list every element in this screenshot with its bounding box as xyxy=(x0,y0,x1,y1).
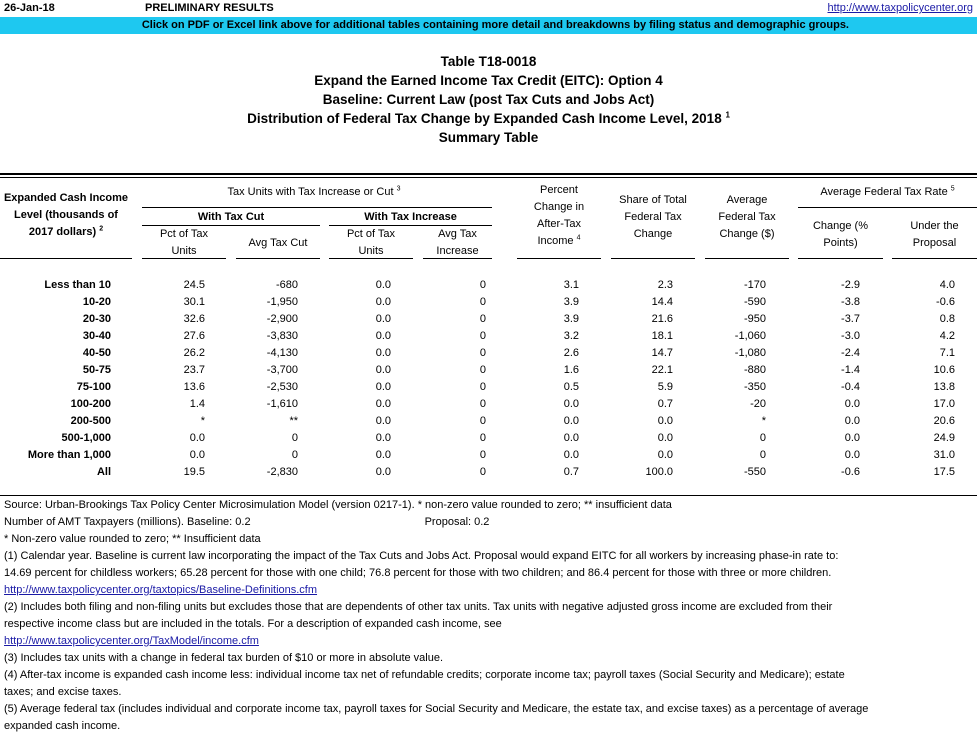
cell-inc-pct: 0.0 xyxy=(375,466,391,478)
footnote-5b: expanded cash income. xyxy=(4,720,121,732)
col-income-level-l3-text: 2017 dollars) xyxy=(28,226,97,238)
cell-rate-change: 0.0 xyxy=(844,415,860,427)
cell-share: 0.0 xyxy=(657,432,673,444)
cell-inc-avg: 0 xyxy=(479,313,486,325)
cell-cut-pct: 32.6 xyxy=(183,313,205,325)
col-inc-pct-l1: Pct of Tax xyxy=(346,228,396,240)
col-underline xyxy=(0,258,132,259)
footnote-4a: (4) After-tax income is expanded cash income less: individual income tax net of refundable credits; corporate income tax; payroll taxes (Social Security and Medicare); estate xyxy=(4,669,845,681)
title-block xyxy=(0,52,977,147)
row-label: Less than 10 xyxy=(44,279,111,291)
footnote-ref: 5 xyxy=(950,185,955,193)
col-inc-avg xyxy=(423,226,492,260)
cell-pct-change: 3.1 xyxy=(563,279,579,291)
cell-rate-under: -0.6 xyxy=(936,296,955,308)
col-underline xyxy=(892,258,977,259)
cell-rate-change: -3.7 xyxy=(841,313,860,325)
cell-cut-avg: -4,130 xyxy=(266,347,298,359)
col-inc-avg-l1: Avg Tax xyxy=(438,228,477,240)
table-row xyxy=(0,311,977,328)
cell-avg-change: -350 xyxy=(743,381,766,393)
col-rate-under-l1: Under the xyxy=(910,220,959,232)
cell-rate-change: 0.0 xyxy=(844,398,860,410)
cell-inc-avg: 0 xyxy=(479,398,486,410)
col-underline xyxy=(236,258,320,259)
cell-rate-change: -2.9 xyxy=(841,279,860,291)
cell-pct-change: 3.9 xyxy=(563,313,579,325)
col-pct-change-l1: Percent xyxy=(540,184,578,196)
cell-pct-change: 3.2 xyxy=(563,330,579,342)
top-bar xyxy=(0,0,977,17)
cell-avg-change: * xyxy=(761,415,766,427)
col-cut-pct-l1: Pct of Tax xyxy=(159,228,209,240)
cell-cut-pct: 26.2 xyxy=(183,347,205,359)
cell-cut-avg: -3,700 xyxy=(266,364,298,376)
col-rate-change-l1: Change (% xyxy=(812,220,869,232)
cell-inc-pct: 0.0 xyxy=(375,415,391,427)
table-bottom-rule xyxy=(0,495,977,496)
cell-avg-change: -170 xyxy=(743,279,766,291)
cell-rate-change: -0.6 xyxy=(841,466,860,478)
col-group-avg-rate xyxy=(798,184,977,201)
cell-avg-change: -1,080 xyxy=(734,347,766,359)
cell-share: 14.7 xyxy=(651,347,673,359)
cell-avg-change: -880 xyxy=(743,364,766,376)
footnote-3: (3) Includes tax units with a change in federal tax burden of $10 or more in absolute value. xyxy=(4,652,444,664)
footnote-5a: (5) Average federal tax (includes individual and corporate income tax, payroll taxes for Social Security and Medicare, the estate tax, and excise taxes) as a percentage of average xyxy=(4,703,869,715)
title-line-3 xyxy=(0,109,977,128)
col-avg-change xyxy=(705,192,789,243)
cell-cut-pct: 24.5 xyxy=(183,279,205,291)
footnote-1a: (1) Calendar year. Baseline is current law incorporating the impact of the Tax Cuts and Jobs Act. Proposal would expand EITC for all workers by increasing phase-in rate to: xyxy=(4,550,839,562)
cell-avg-change: -20 xyxy=(750,398,766,410)
cell-share: 22.1 xyxy=(651,364,673,376)
cell-inc-avg: 0 xyxy=(479,381,486,393)
cell-pct-change: 1.6 xyxy=(563,364,579,376)
col-share-l2: Federal Tax xyxy=(624,211,682,223)
col-pct-change-l3: After-Tax xyxy=(536,218,581,230)
row-label: 30-40 xyxy=(82,330,111,342)
col-cut-avg: Avg Tax Cut xyxy=(248,237,308,249)
cell-cut-pct: 19.5 xyxy=(183,466,205,478)
cell-inc-pct: 0.0 xyxy=(375,398,391,410)
col-underline xyxy=(423,258,492,259)
cell-inc-avg: 0 xyxy=(479,449,486,461)
col-pct-change-l4-text: Income xyxy=(537,235,574,247)
footnotes xyxy=(4,497,976,735)
table-row xyxy=(0,294,977,311)
table-row xyxy=(0,328,977,345)
col-avg-change-l3: Change ($) xyxy=(719,228,775,240)
row-label: 50-75 xyxy=(82,364,111,376)
cell-inc-pct: 0.0 xyxy=(375,449,391,461)
footnote-ref: 3 xyxy=(396,185,401,193)
table-row xyxy=(0,345,977,362)
row-label: 200-500 xyxy=(70,415,111,427)
footnote-ref: 1 xyxy=(725,110,730,120)
col-avg-change-l2: Federal Tax xyxy=(718,211,776,223)
title-line-1: Expand the Earned Income Tax Credit (EITC): Option 4 xyxy=(314,73,663,88)
cell-rate-under: 7.1 xyxy=(939,347,955,359)
col-group-avg-rate-text: Average Federal Tax Rate xyxy=(820,186,948,198)
footnote-2b: respective income class but are included in the totals. For a description of expanded cash income, see xyxy=(4,618,502,630)
amt-baseline: Number of AMT Taxpayers (millions). Baseline: 0.2 xyxy=(4,516,251,528)
cell-cut-avg: -2,900 xyxy=(266,313,298,325)
cell-rate-under: 13.8 xyxy=(933,381,955,393)
col-share-l3: Change xyxy=(633,228,673,240)
table-row xyxy=(0,396,977,413)
cell-rate-under: 20.6 xyxy=(933,415,955,427)
col-group-with-tax-cut: With Tax Cut xyxy=(197,211,265,223)
header-top-rule-2 xyxy=(0,177,977,178)
cell-rate-under: 31.0 xyxy=(933,449,955,461)
table-row xyxy=(0,362,977,379)
cell-rate-change: 0.0 xyxy=(844,432,860,444)
cell-inc-pct: 0.0 xyxy=(375,296,391,308)
cell-share: 18.1 xyxy=(651,330,673,342)
table-row xyxy=(0,447,977,464)
cell-cut-avg: 0 xyxy=(291,449,298,461)
cell-rate-change: -0.4 xyxy=(841,381,860,393)
cell-rate-under: 0.8 xyxy=(939,313,955,325)
row-label: 10-20 xyxy=(82,296,111,308)
col-cut-pct-l2: Units xyxy=(171,245,197,257)
col-underline xyxy=(142,207,492,208)
cell-inc-avg: 0 xyxy=(479,330,486,342)
cell-cut-pct: 0.0 xyxy=(189,449,205,461)
cell-share: 100.0 xyxy=(645,466,673,478)
row-label: 20-30 xyxy=(82,313,111,325)
col-group-tax-units xyxy=(142,184,486,201)
cell-cut-pct: 1.4 xyxy=(189,398,205,410)
col-underline xyxy=(611,258,695,259)
col-cut-pct xyxy=(142,226,226,260)
cell-inc-avg: 0 xyxy=(479,296,486,308)
income-definition-link[interactable]: http://www.taxpolicycenter.org/TaxModel/income.cfm xyxy=(4,635,259,647)
cell-cut-pct: 13.6 xyxy=(183,381,205,393)
cell-cut-pct: * xyxy=(200,415,205,427)
cell-inc-avg: 0 xyxy=(479,432,486,444)
cell-avg-change: -590 xyxy=(743,296,766,308)
cell-inc-pct: 0.0 xyxy=(375,347,391,359)
col-rate-under-l2: Proposal xyxy=(912,237,957,249)
cell-cut-avg: 0 xyxy=(291,432,298,444)
cell-rate-under: 17.0 xyxy=(933,398,955,410)
col-income-level xyxy=(0,190,132,241)
amt-note xyxy=(4,514,976,531)
symbol-legend: * Non-zero value rounded to zero; ** Insufficient data xyxy=(4,533,261,545)
cell-cut-avg: -2,830 xyxy=(266,466,298,478)
cell-pct-change: 0.0 xyxy=(563,432,579,444)
footnote-1b: 14.69 percent for childless workers; 65.28 percent for those with one child; 76.8 percent for those with two children; and 86.4 percent for those with three or more children. xyxy=(4,567,832,579)
cell-rate-change: -1.4 xyxy=(841,364,860,376)
cell-rate-under: 4.2 xyxy=(939,330,955,342)
cell-share: 0.0 xyxy=(657,449,673,461)
col-rate-under xyxy=(892,218,977,252)
cell-pct-change: 0.5 xyxy=(563,381,579,393)
cell-share: 2.3 xyxy=(657,279,673,291)
cell-cut-pct: 23.7 xyxy=(183,364,205,376)
col-underline xyxy=(705,258,789,259)
cell-rate-change: -3.0 xyxy=(841,330,860,342)
table-row xyxy=(0,413,977,430)
col-underline xyxy=(142,258,226,259)
table-row xyxy=(0,464,977,481)
col-rate-change-l2: Points) xyxy=(823,237,858,249)
table-row xyxy=(0,430,977,447)
col-inc-avg-l2: Increase xyxy=(436,245,479,257)
cell-avg-change: -550 xyxy=(743,466,766,478)
cell-share: 5.9 xyxy=(657,381,673,393)
col-group-with-tax-increase: With Tax Increase xyxy=(364,211,457,223)
cell-cut-avg: -1,950 xyxy=(266,296,298,308)
footnote-ref: 2 xyxy=(99,225,104,233)
cell-pct-change: 0.0 xyxy=(563,449,579,461)
footnote-4b: taxes; and excise taxes. xyxy=(4,686,122,698)
col-underline xyxy=(798,258,883,259)
col-underline xyxy=(798,207,977,208)
cell-inc-avg: 0 xyxy=(479,347,486,359)
footnote-2a: (2) Includes both filing and non-filing units but excludes those that are dependents of other tax units. Tax units with negative adjusted gross income are excluded from their xyxy=(4,601,833,613)
cell-pct-change: 0.0 xyxy=(563,415,579,427)
row-label: 500-1,000 xyxy=(61,432,111,444)
col-income-level-l3 xyxy=(0,224,132,241)
cell-inc-pct: 0.0 xyxy=(375,330,391,342)
footnote-ref: 4 xyxy=(576,234,581,242)
title-line-4: Summary Table xyxy=(438,130,539,145)
cell-avg-change: 0 xyxy=(759,449,766,461)
cell-avg-change: 0 xyxy=(759,432,766,444)
cell-inc-pct: 0.0 xyxy=(375,279,391,291)
col-group-tax-units-text: Tax Units with Tax Increase or Cut xyxy=(227,186,394,198)
cell-rate-change: -3.8 xyxy=(841,296,860,308)
col-pct-change-l4 xyxy=(517,233,601,250)
table-id: Table T18-0018 xyxy=(440,54,537,69)
col-rate-change xyxy=(798,218,883,252)
col-underline xyxy=(517,258,601,259)
row-label: 75-100 xyxy=(76,381,111,393)
row-label: 100-200 xyxy=(70,398,111,410)
col-inc-pct-l2: Units xyxy=(358,245,384,257)
amt-proposal: Proposal: 0.2 xyxy=(424,516,490,528)
cell-rate-change: 0.0 xyxy=(844,449,860,461)
col-income-level-l2: Level (thousands of xyxy=(14,209,118,221)
header-top-rule xyxy=(0,173,977,175)
cell-cut-avg: -1,610 xyxy=(266,398,298,410)
col-avg-change-l1: Average xyxy=(726,194,768,206)
cell-inc-pct: 0.0 xyxy=(375,432,391,444)
site-link[interactable]: http://www.taxpolicycenter.org xyxy=(827,2,973,14)
col-pct-change xyxy=(517,182,601,250)
title-line-2: Baseline: Current Law (post Tax Cuts and Jobs Act) xyxy=(322,92,655,107)
col-pct-change-l2: Change in xyxy=(533,201,585,213)
report-date: 26-Jan-18 xyxy=(4,2,55,14)
cell-share: 0.0 xyxy=(657,415,673,427)
cell-inc-avg: 0 xyxy=(479,279,486,291)
cell-cut-pct: 27.6 xyxy=(183,330,205,342)
row-label: All xyxy=(96,466,111,478)
cell-cut-pct: 0.0 xyxy=(189,432,205,444)
cell-cut-avg: -2,530 xyxy=(266,381,298,393)
cell-inc-pct: 0.0 xyxy=(375,364,391,376)
cell-inc-avg: 0 xyxy=(479,364,486,376)
cell-cut-pct: 30.1 xyxy=(183,296,205,308)
cell-rate-under: 17.5 xyxy=(933,466,955,478)
source-note: Source: Urban-Brookings Tax Policy Center Microsimulation Model (version 0217-1). * non-zero value rounded to zero; ** insufficient data xyxy=(4,499,672,511)
cell-rate-under: 10.6 xyxy=(933,364,955,376)
cell-cut-avg: -3,830 xyxy=(266,330,298,342)
cell-pct-change: 0.0 xyxy=(563,398,579,410)
cell-inc-avg: 0 xyxy=(479,466,486,478)
cell-pct-change: 3.9 xyxy=(563,296,579,308)
cell-rate-under: 4.0 xyxy=(939,279,955,291)
cell-rate-change: -2.4 xyxy=(841,347,860,359)
table-row xyxy=(0,379,977,396)
preliminary-label: PRELIMINARY RESULTS xyxy=(145,2,274,14)
cell-avg-change: -1,060 xyxy=(734,330,766,342)
cell-pct-change: 0.7 xyxy=(563,466,579,478)
cell-cut-avg: ** xyxy=(289,415,298,427)
cell-cut-avg: -680 xyxy=(275,279,298,291)
col-income-level-l1: Expanded Cash Income xyxy=(3,192,129,204)
baseline-definitions-link[interactable]: http://www.taxpolicycenter.org/taxtopics/Baseline-Definitions.cfm xyxy=(4,584,318,596)
cell-inc-avg: 0 xyxy=(479,415,486,427)
table-row xyxy=(0,277,977,294)
cell-share: 14.4 xyxy=(651,296,673,308)
row-label: More than 1,000 xyxy=(27,449,111,461)
cell-rate-under: 24.9 xyxy=(933,432,955,444)
col-underline xyxy=(329,258,413,259)
col-share xyxy=(611,192,695,243)
row-label: 40-50 xyxy=(82,347,111,359)
title-line-3-text: Distribution of Federal Tax Change by Expanded Cash Income Level, 2018 xyxy=(247,111,722,126)
col-share-l1: Share of Total xyxy=(619,194,687,206)
col-inc-pct xyxy=(329,226,413,260)
cell-share: 21.6 xyxy=(651,313,673,325)
cell-pct-change: 2.6 xyxy=(563,347,579,359)
cell-inc-pct: 0.0 xyxy=(375,313,391,325)
cell-share: 0.7 xyxy=(657,398,673,410)
cell-avg-change: -950 xyxy=(743,313,766,325)
info-banner: Click on PDF or Excel link above for additional tables containing more detail and breakdowns by filing status and demographic groups. xyxy=(0,17,977,34)
cell-inc-pct: 0.0 xyxy=(375,381,391,393)
